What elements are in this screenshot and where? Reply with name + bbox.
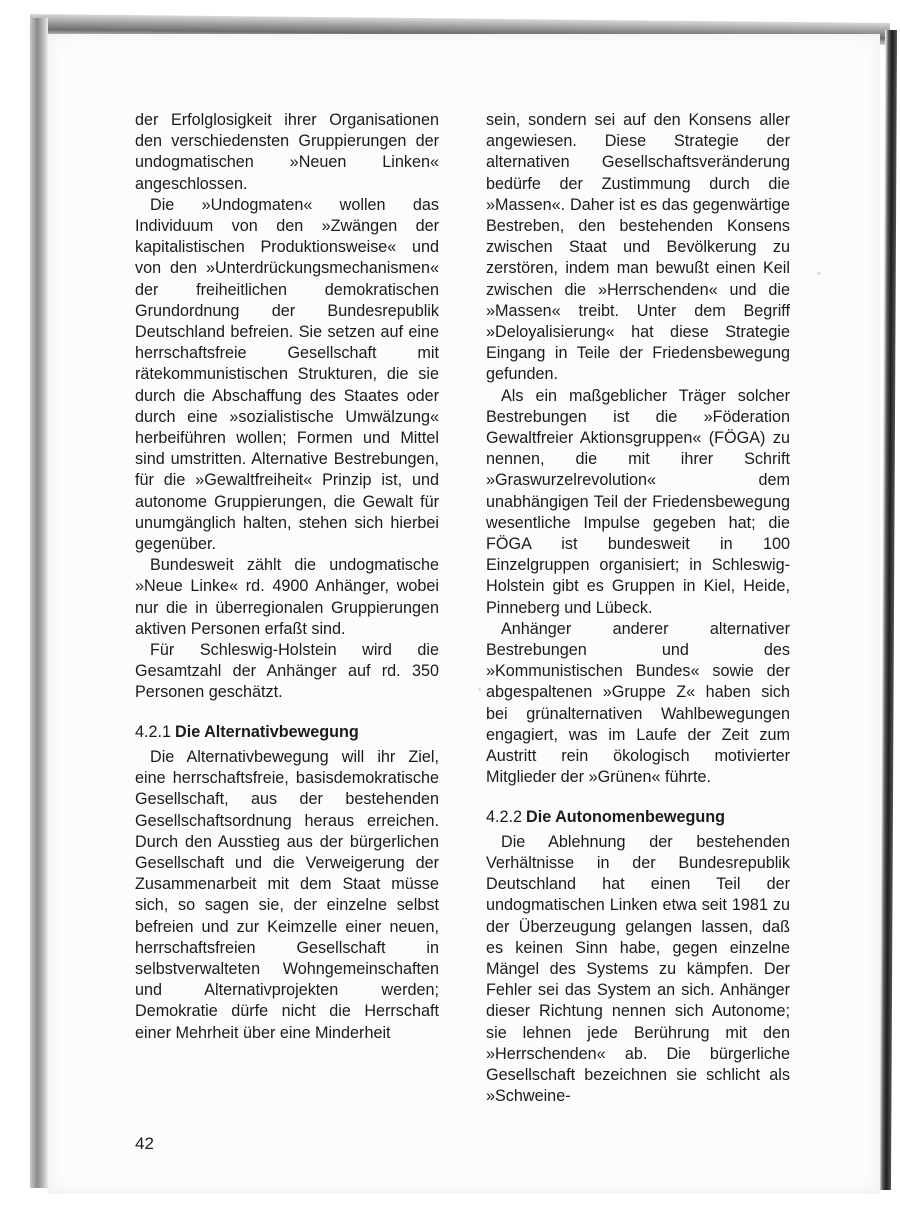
section-title: Die Autonomenbewegung (526, 807, 726, 826)
left-column (135, 110, 439, 1044)
section-title: Die Alternativbewegung (175, 722, 359, 741)
section-number: 4.2.2 (486, 807, 523, 826)
paragraph: Die »Undogmaten« wollen das Individuum von den »Zwängen der kapitalistischen Produktionsweise« und von den »Unterdrückungsmechanismen« der freiheitlichen demokratischen Grundordnung der Bundesrepublik Deutschland befreien. Sie setzen auf eine herrschaftsfreie Gesellschaft mit rätekommunistischen Strukturen, die sie durch die Abschaffung des Staates oder durch eine »sozialistische Umwälzung« herbeiführen wollen; Formen und Mittel sind umstritten. Alternative Bestrebungen, für die »Gewaltfreiheit« Prinzip ist, und autonome Gruppierungen, die Gewalt für unumgänglich halten, stehen sich hierbei gegenüber. (135, 195, 439, 554)
book-edge-right (879, 30, 897, 1190)
scan-speck (478, 688, 481, 691)
section-heading (486, 807, 790, 828)
paragraph: Die Ablehnung der bestehenden Verhältnisse in der Bundesrepublik Deutschland hat einen Teil der undogmatischen Linken etwa seit 1981 zu der Überzeugung gelangen lassen, daß es keinen Sinn habe, gegen einzelne Mängel des Systems zu kämpfen. Der Fehler sei das System an sich. Anhänger dieser Richtung nennen sich Autonome; sie lehnen jede Berührung mit den »Herrschenden« ab. Die bürgerliche Gesellschaft bezeichnen sie schlicht als »Schweine- (486, 832, 790, 1106)
paragraph: Bundesweit zählt die undogmatische »Neue Linke« rd. 4900 Anhänger, wobei nur die in überregionalen Gruppierungen aktiven Personen erfaßt sind. (135, 556, 439, 638)
paragraph: der Erfolglosigkeit ihrer Organisationen den verschiedensten Gruppierungen der undogmatischen »Neuen Linken« angeschlossen. (135, 111, 439, 193)
paragraph: Die Alternativbewegung will ihr Ziel, eine herrschaftsfreie, basisdemokratische Gesellschaft, aus der bestehenden Gesellschaftsordnung heraus erreichen. Durch den Ausstieg aus der bürgerlichen Gesellschaft und die Verweigerung der Zusammenarbeit mit dem Staat müsse sich, so sagen sie, der einzelne selbst befreien und zur Keimzelle einer neuen, herrschaftsfreien Gesellschaft in selbstverwalteten Wohngemeinschaften und Alternativprojekten werden; Demokratie dürfe nicht die Herrschaft einer Mehrheit über eine Minderheit (135, 747, 439, 1042)
paragraph: sein, sondern sei auf den Konsens aller angewiesen. Diese Strategie der alternativen Gesellschaftsveränderung bedürfe der Zustimmung durch die »Massen«. Daher ist es das gegenwärtige Bestreben, den bestehenden Konsens zwischen Staat und Bevölkerung zu zerstören, indem man bewußt einen Keil zwischen die »Herrschenden« und die »Massen« treibt. Unter dem Begriff »Deloyalisierung« hat diese Strategie Eingang in Teile der Friedensbewegung gefunden. (486, 111, 790, 384)
section-number: 4.2.1 (135, 722, 172, 741)
right-column (486, 110, 790, 1107)
paragraph: Anhänger anderer alternativer Bestrebungen und des »Kommunistischen Bundes« sowie der abgespaltenen »Gruppe Z« haben sich bei grünalternativen Wahlbewegungen engagiert, was im Laufe der Zeit zum Austritt rein ökologisch motivierter Mitglieder der »Grünen« führte. (486, 619, 790, 787)
paragraph: Als ein maßgeblicher Träger solcher Bestrebungen ist die »Föderation Gewaltfreier Aktionsgruppen« (FÖGA) zu nennen, die mit ihrer Schrift »Graswurzelrevolution« dem unabhängigen Teil der Friedensbewegung wesentliche Impulse gegeben hat; die FÖGA ist bundesweit in 100 Einzelgruppen organisiert; in Schleswig-Holstein gibt es Gruppen in Kiel, Heide, Pinneberg und Lübeck. (486, 386, 790, 617)
book-edge-left (30, 18, 48, 1188)
paragraph: Für Schleswig-Holstein wird die Gesamtzahl der Anhänger auf rd. 350 Personen geschätzt. (135, 641, 439, 702)
page-number: 42 (135, 1134, 154, 1153)
scan-speck (817, 272, 821, 275)
section-heading (135, 722, 439, 743)
